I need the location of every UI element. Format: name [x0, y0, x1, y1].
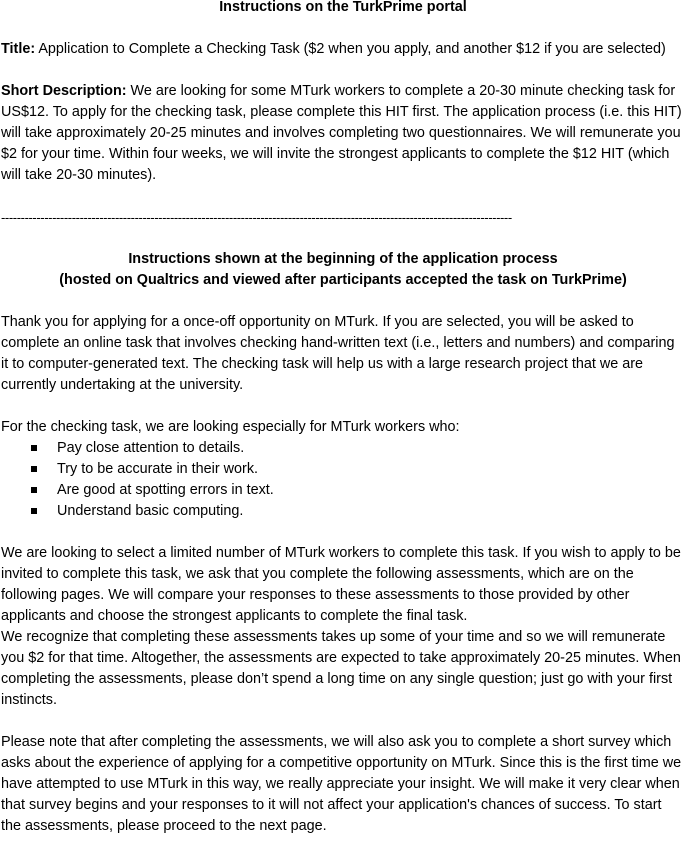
spacer	[1, 396, 685, 417]
short-description-text: We are looking for some MTurk workers to complete a 20-30 minute checking task for US$12. To apply for the checking task, please complete this HIT first. The application process (i.e. this HIT) will take approximately 20-25 minutes and involves completing two questionnaires. We will remunerate you $2 for your time. Within four weeks, we will invite the strongest applicants to complete the $12 HIT (which will take 20-30 minutes).	[1, 83, 682, 183]
list-item: Are good at spotting errors in text.	[29, 480, 685, 501]
criteria-list	[1, 438, 685, 522]
intro-paragraph: Thank you for applying for a once-off opportunity on MTurk. If you are selected, you will be asked to complete an online task that involves checking hand-written text (i.e., letters and numbers) and comparing it to computer-generated text. The checking task will help us with a large research project that we are currently undertaking at the university.	[1, 314, 675, 393]
selection-paragraph: We are looking to select a limited number of MTurk workers to complete this task. If you wish to apply to be invited to complete this task, we ask that you complete the following assessments, which are on the following pages. We will compare your responses to these assessments to those provided by other applicants and choose the strongest applicants to complete the final task.	[1, 545, 681, 624]
spacer	[1, 60, 685, 81]
spacer	[1, 522, 685, 543]
remuneration-paragraph: We recognize that completing these assessments takes up some of your time and so we will remunerate you $2 for that time. Altogether, the assessments are expected to take approximately 20-25 minutes. When completing the assessments, please don’t spend a long time on any single question; just go with your first instincts.	[1, 629, 681, 708]
title-label: Title:	[1, 41, 36, 57]
bullet-square-icon	[31, 508, 37, 514]
heading-portal: Instructions on the TurkPrime portal	[219, 0, 467, 15]
heading-application-line1: Instructions shown at the beginning of the application process	[128, 251, 558, 267]
survey-paragraph: Please note that after completing the assessments, we will also ask you to complete a short survey which asks about the experience of applying for a competitive opportunity on MTurk. Since this is the first time we have attempted to use MTurk in this way, we really appreciate your insight. We will make it very clear when that survey begins and your responses to it will not affect your application's chances of success. To start the assessments, please proceed to the next page.	[1, 734, 682, 834]
bullet-square-icon	[31, 487, 37, 493]
short-description-label: Short Description:	[1, 83, 127, 99]
title-paragraph	[1, 39, 685, 60]
heading-application-line2: (hosted on Qualtrics and viewed after participants accepted the task on TurkPrime)	[59, 272, 627, 288]
spacer	[1, 18, 685, 39]
bullet-square-icon	[31, 466, 37, 472]
list-item: Understand basic computing.	[29, 501, 685, 522]
spacer	[1, 291, 685, 312]
title-text: Application to Complete a Checking Task ($2 when you apply, and another $12 if you are selected)	[35, 41, 666, 57]
dashed-divider: ----------------------------------------------------------------------------------------------------------------------------------	[1, 210, 512, 225]
list-item: Pay close attention to details.	[29, 438, 685, 459]
spacer	[1, 711, 685, 732]
spacer	[1, 186, 685, 207]
criteria-intro: For the checking task, we are looking especially for MTurk workers who:	[1, 419, 460, 435]
list-item: Try to be accurate in their work.	[29, 459, 685, 480]
spacer	[1, 228, 685, 249]
bullet-square-icon	[31, 445, 37, 451]
short-description-paragraph	[1, 81, 685, 186]
